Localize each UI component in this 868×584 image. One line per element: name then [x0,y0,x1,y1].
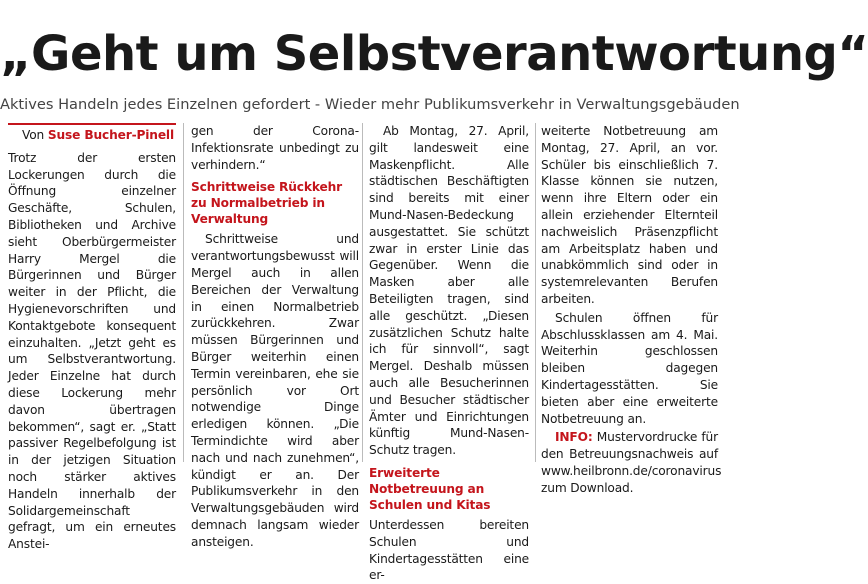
column-4 [541,123,722,495]
paragraph: gen der Corona-Infektionsrate unbedingt zu verhindern.“ [191,124,359,172]
paragraph: Trotz der ersten Lockerungen durch die Öffnung einzelner Geschäfte, Schulen, Bibliotheken und Archive sieht Oberbürgermeister Harry Mergel die Bürgerinnen und Bürger weiter in der Pflicht, die Hygienevorschriften und Kontaktgebote konsequent einzuhalten. „Jetzt geht es um Selbstverantwortung. Jeder Einzelne hat durch diese Lockerung mehr davon übertragen bekommen“, sagt er. „Statt passiver Regelbefolgung ist in der jetzigen Situation noch stärker aktives Handeln innerhalb der Solidargemeinschaft gefragt, um ein erneutes Anstei- [8,150,176,552]
column-3 [369,123,529,583]
column-1 [8,123,176,552]
column-divider [535,123,536,462]
column-divider [362,123,363,462]
paragraph: weiterte Notbetreuung am Montag, 27. April, an vor. Schüler bis einschließlich 7. Klasse können sie nutzen, wenn ihre Eltern oder ein allein erziehender Elternteil nachweislich Präsenzpflicht am Arbeitsplatz haben und unabkömmlich sind oder in systemrelevanten Berufen arbeiten. [541,124,718,306]
section-subheading: Schrittweise Rückkehr zu Normalbetrieb in Verwaltung [191,180,342,227]
paragraph: Unterdessen bereiten Schulen und Kindertagesstätten eine er- [369,517,529,583]
subheadline: Aktives Handeln jedes Einzelnen gefordert - Wieder mehr Publikumsverkehr in Verwaltungsgebäuden [0,96,740,113]
info-text: Mustervordrucke für den Betreuungsnachweis auf www.heilbronn.de/coronavirus zum Download. [541,430,722,495]
section-subheading: Erweiterte Notbetreuung an Schulen und Kitas [369,465,491,512]
info-label: INFO: [555,430,593,445]
byline-prefix: Von [22,128,45,142]
author-name: Suse Bucher-Pinell [47,128,174,142]
paragraph: Schulen öffnen für Abschlussklassen am 4. Mai. Weiterhin geschlossen bleiben dagegen Kindertagesstätten. Sie bieten aber eine erweiterte Notbetreuung an. [541,310,718,426]
column-divider [183,123,184,462]
info-paragraph [541,429,722,496]
headline: „Geht um Selbstverantwortung“ [0,26,868,82]
column-2 [191,123,359,549]
byline [8,123,176,144]
paragraph: Ab Montag, 27. April, gilt landesweit eine Maskenpflicht. Alle städtischen Beschäftigten sind bereits mit einer Mund-Nasen-Bedeckung ausgestattet. Sie schützt zwar in erster Linie das Gegenüber. Wenn die Masken aber alle Beteiligten tragen, sind alle geschützt. „Diesen zusätzlichen Schutz halte ich für sinnvoll“, sagt Mergel. Deshalb müssen auch alle Besucherinnen und Besucher städtischer Ämter und Einrichtungen künftig Mund-Nasen-Schutz tragen. [369,124,529,458]
paragraph: Schrittweise und verantwortungsbewusst will Mergel auch in allen Bereichen der Verwaltung in einen Normalbetrieb zurückkehren. Zwar müssen Bürgerinnen und Bürger weiterhin einen Termin vereinbaren, ehe sie persönlich vor Ort notwendige Dinge erledigen können. „Die Termindichte wird aber nach und nach zunehmen“, kündigt er an. Der Publikumsverkehr in den Verwaltungsgebäuden wird demnach langsam wieder ansteigen. [191,232,359,549]
